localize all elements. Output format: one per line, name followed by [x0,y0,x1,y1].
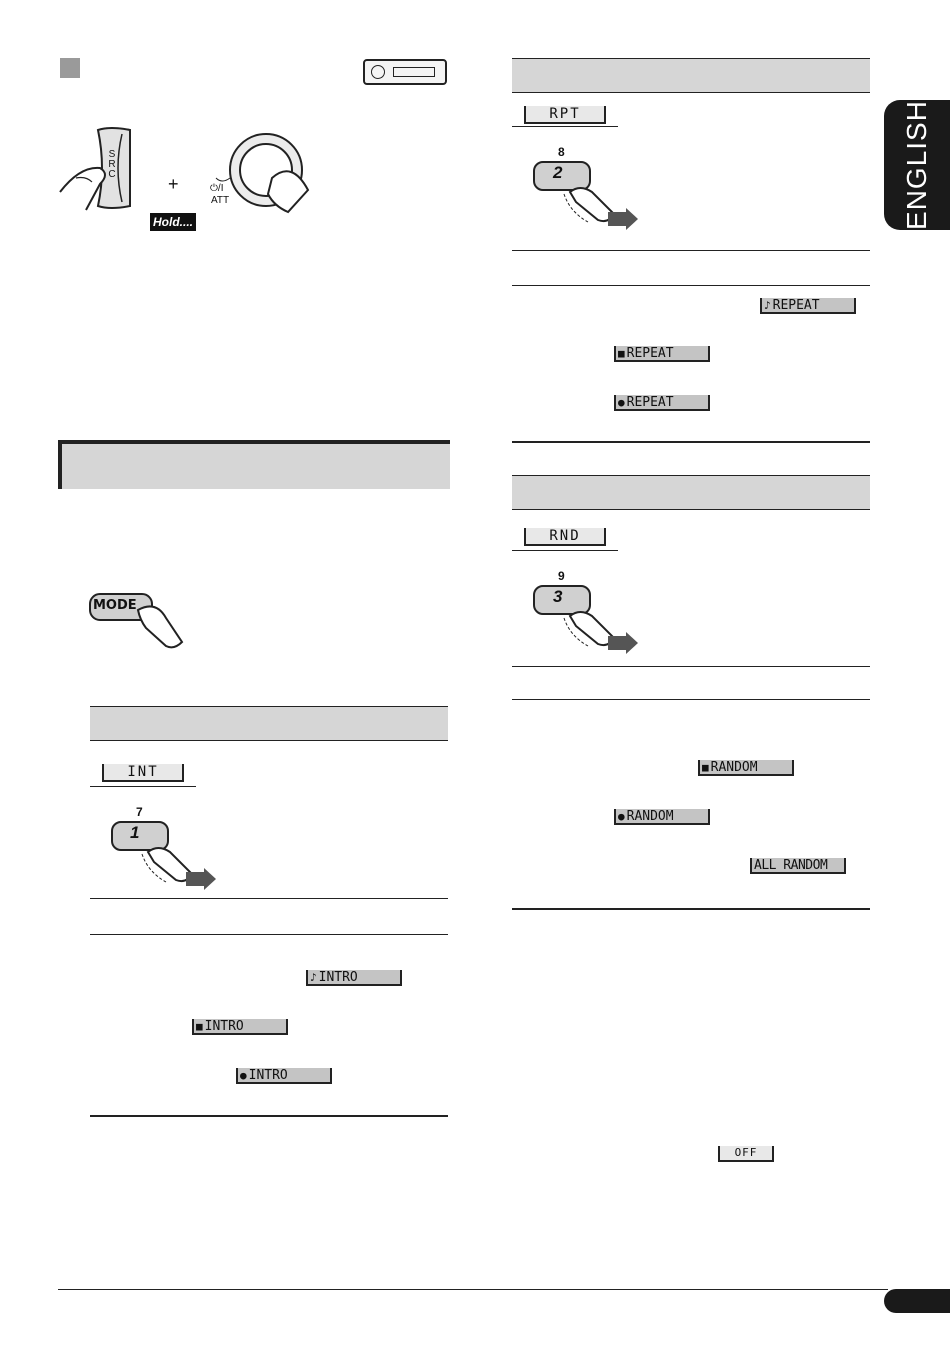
page-number-tab [884,1289,950,1313]
preset-button-3-label: 3 [553,587,563,606]
rpt-indicator: RPT [524,106,606,124]
repeat-heading-bar [512,58,870,93]
language-tab-label: ENGLISH [901,100,932,230]
repeat-display-disc: ● REPEAT [614,395,710,411]
folder-icon: ■ [196,1020,203,1033]
repeat-display-folder: ■ REPEAT [614,346,710,362]
section-marker [60,58,80,78]
off-indicator: OFF [718,1146,774,1162]
att-label: ATT [211,195,230,206]
int-underline [90,786,196,787]
preset-button-3-illustration [530,582,642,658]
rule [512,441,870,443]
intro-heading-bar [90,706,448,741]
button-9-label: 9 [558,569,565,583]
button-7-label: 7 [136,805,143,819]
language-tab [884,100,950,230]
rule [512,699,870,700]
section-heading-bar [58,440,450,489]
rnd-underline [512,550,618,551]
rule [90,934,448,935]
unit-front-icon [363,59,447,85]
preset-button-1-label: 1 [130,823,140,842]
random-heading-bar [512,475,870,510]
power-label: ⏻/I [210,183,224,194]
folder-icon: ■ [702,761,709,774]
disc-icon: ● [618,810,625,823]
disc-icon: ● [618,396,625,409]
plus-sign: + [168,174,179,194]
int-indicator: INT [102,764,184,782]
random-display-all: ALL RANDOM [750,858,846,874]
hold-badge: Hold.... [150,213,196,231]
mode-button-label: MODE [93,598,137,613]
rule [512,250,870,251]
src-letters: S R C [108,149,116,180]
folder-icon: ■ [618,347,625,360]
intro-display-folder: ■ INTRO [192,1019,288,1035]
button-8-label: 8 [558,145,565,159]
rule [512,285,870,286]
intro-display-track: ♪ INTRO [306,970,402,986]
intro-display-disc: ● INTRO [236,1068,332,1084]
rnd-indicator: RND [524,528,606,546]
rpt-underline [512,126,618,127]
note-icon: ♪ [310,971,317,984]
rule [512,666,870,667]
src-att-illustration [56,120,326,220]
preset-button-2-illustration [530,158,642,234]
disc-icon: ● [240,1069,247,1082]
rule [90,898,448,899]
footer-rule [58,1289,888,1290]
rule [90,1115,448,1117]
preset-button-2-label: 2 [553,163,563,182]
random-display-folder: ■ RANDOM [698,760,794,776]
note-icon: ♪ [764,299,771,312]
repeat-display-track: ♪ REPEAT [760,298,856,314]
rule [512,908,870,910]
preset-button-1-illustration [108,818,220,894]
random-display-disc: ● RANDOM [614,809,710,825]
